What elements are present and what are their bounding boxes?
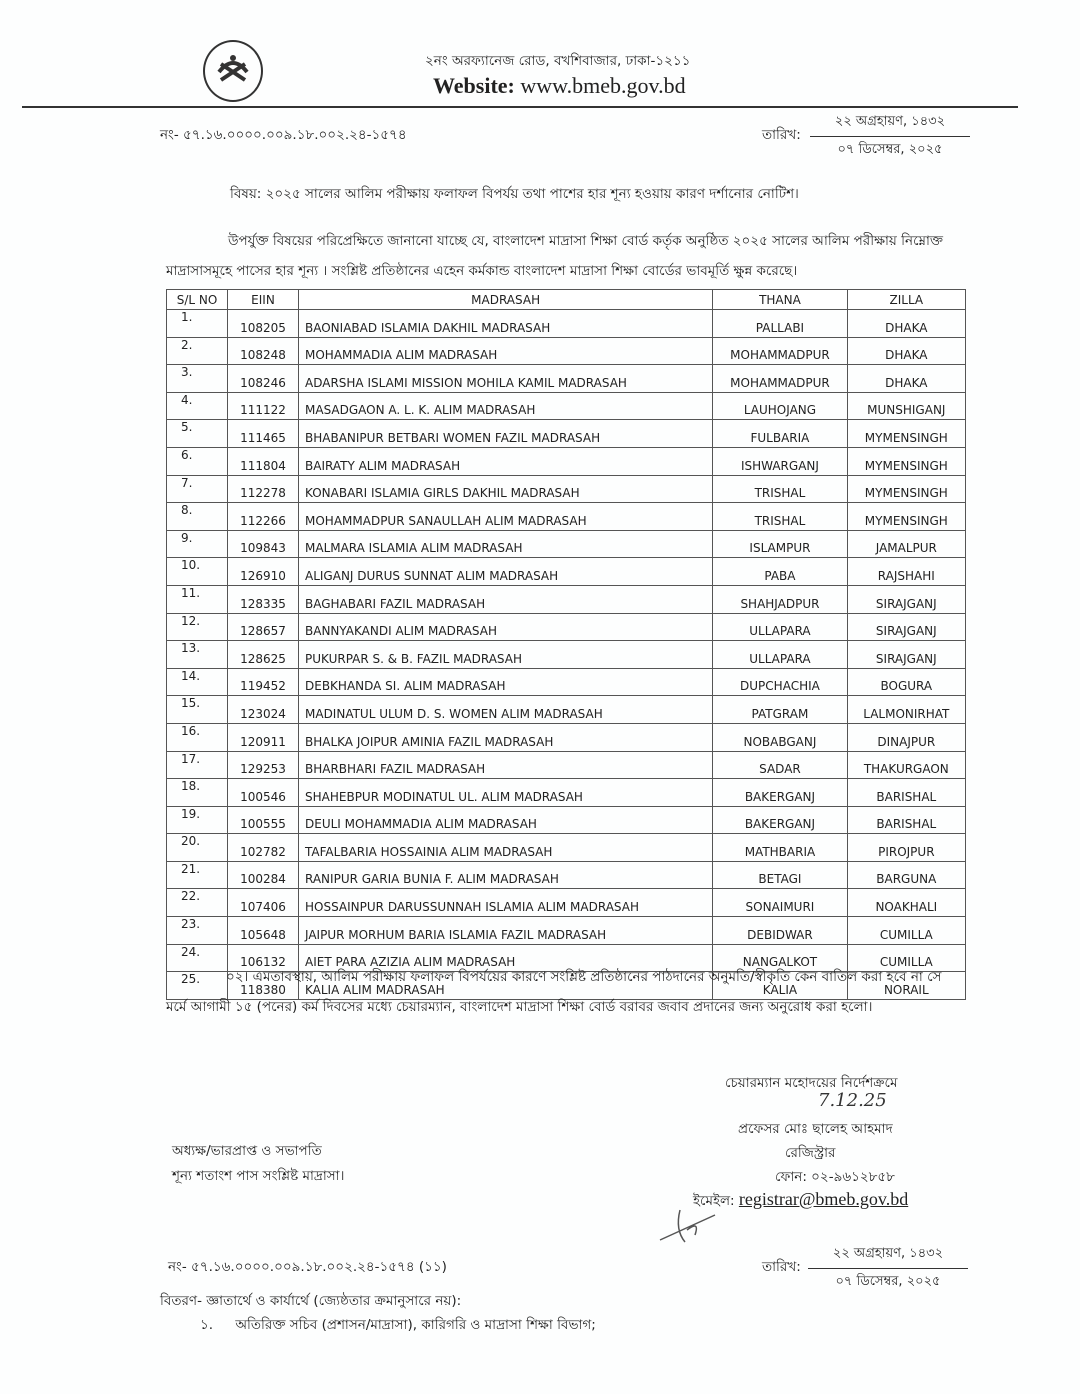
table-row <box>167 889 966 917</box>
distribution-title: বিতরণ- জ্ঞাতার্থে ও কার্যার্থে (জ্যেষ্ঠতার ক্রমানুসারে নয়): <box>160 1293 462 1309</box>
serial-cell: 21. <box>167 861 228 889</box>
serial-cell: 2. <box>167 337 228 365</box>
phone: ফোন: ০২-৯৬১২৮৫৮ <box>775 1169 895 1185</box>
serial-cell: 6. <box>167 447 228 475</box>
memo2-date-block <box>808 1244 968 1293</box>
thana-cell: TRISHAL <box>713 503 847 531</box>
eiin-cell: 108248 <box>228 337 299 365</box>
eiin-cell: 120911 <box>228 723 299 751</box>
table-row <box>167 641 966 669</box>
madrasah-cell: SHAHEBPUR MODINATUL UL. ALIM MADRASAH <box>299 779 713 807</box>
thana-cell: MATHBARIA <box>713 834 847 862</box>
column-header: THANA <box>713 290 847 310</box>
madrasah-cell: MADINATUL ULUM D. S. WOMEN ALIM MADRASAH <box>299 696 713 724</box>
eiin-cell: 111804 <box>228 447 299 475</box>
madrasah-cell: RANIPUR GARIA BUNIA F. ALIM MADRASAH <box>299 861 713 889</box>
initial-scribble-icon <box>655 1200 745 1250</box>
distribution-item <box>200 1314 596 1337</box>
column-header: S/L NO <box>167 290 228 310</box>
madrasah-cell: BAGHABARI FAZIL MADRASAH <box>299 585 713 613</box>
table-row <box>167 723 966 751</box>
thana-cell: PALLABI <box>713 310 847 338</box>
thana-cell: SONAIMURI <box>713 889 847 917</box>
zilla-cell: THAKURGAON <box>847 751 965 779</box>
eiin-cell: 100546 <box>228 779 299 807</box>
serial-cell: 4. <box>167 392 228 420</box>
table-row <box>167 337 966 365</box>
zilla-cell: RAJSHAHI <box>847 558 965 586</box>
table-row <box>167 420 966 448</box>
thana-cell: SADAR <box>713 751 847 779</box>
zilla-cell: NOAKHALI <box>847 889 965 917</box>
distribution-item-text: অতিরিক্ত সচিব (প্রশাসন/মাদ্রাসা), কারিগরি ও মাদ্রাসা শিক্ষা বিভাগ; <box>235 1317 596 1333</box>
eiin-cell: 106132 <box>228 944 299 972</box>
serial-cell: 5. <box>167 420 228 448</box>
table-row <box>167 861 966 889</box>
thana-cell: ULLAPARA <box>713 641 847 669</box>
eiin-cell: 128625 <box>228 641 299 669</box>
serial-cell: 24. <box>167 944 228 972</box>
madrasah-cell: BHARBHARI FAZIL MADRASAH <box>299 751 713 779</box>
eiin-cell: 123024 <box>228 696 299 724</box>
madrasah-cell: BANNYAKANDI ALIM MADRASAH <box>299 613 713 641</box>
serial-cell: 19. <box>167 806 228 834</box>
table-row <box>167 558 966 586</box>
eiin-cell: 102782 <box>228 834 299 862</box>
thana-cell: PABA <box>713 558 847 586</box>
eiin-cell: 118380 <box>228 972 299 1000</box>
eiin-cell: 100284 <box>228 861 299 889</box>
madrasah-cell: JAIPUR MORHUM BARIA ISLAMIA FAZIL MADRASAH <box>299 917 713 945</box>
memo2-date-english: ০৭ ডিসেম্বর, ২০২৫ <box>835 1274 941 1289</box>
board-seal-logo <box>203 40 263 102</box>
zilla-cell: NORAIL <box>847 972 965 1000</box>
thana-cell: DEBIDWAR <box>713 917 847 945</box>
serial-cell: 8. <box>167 503 228 531</box>
serial-cell: 16. <box>167 723 228 751</box>
by-order: চেয়ারম্যান মহোদয়ের নির্দেশক্রমে <box>725 1075 898 1091</box>
table-row <box>167 447 966 475</box>
eiin-cell: 129253 <box>228 751 299 779</box>
distribution-item-number: ১. <box>200 1317 214 1333</box>
date-block <box>810 112 970 161</box>
memo2-number: নং- ৫৭.১৬.০০০০.০০৯.১৮.০০২.২৪-১৫৭৪ (১১) <box>168 1259 447 1275</box>
zilla-cell: BOGURA <box>847 668 965 696</box>
thana-cell: MOHAMMADPUR <box>713 365 847 393</box>
thana-cell: DUPCHACHIA <box>713 668 847 696</box>
subject: বিষয়: ২০২৫ সালের আলিম পরীক্ষায় ফলাফল বিপর্যয় তথা পাশের হার শূন্য হওয়ায় কারণ দর্শানোর নোটিশ। <box>230 186 799 202</box>
eiin-cell: 126910 <box>228 558 299 586</box>
madrasah-cell: DEBKHANDA SI. ALIM MADRASAH <box>299 668 713 696</box>
eiin-cell: 111465 <box>228 420 299 448</box>
zilla-cell: BARISHAL <box>847 779 965 807</box>
zilla-cell: DHAKA <box>847 337 965 365</box>
madrasah-cell: BHABANIPUR BETBARI WOMEN FAZIL MADRASAH <box>299 420 713 448</box>
table-row <box>167 585 966 613</box>
madrasah-table <box>166 289 966 1000</box>
column-header: ZILLA <box>847 290 965 310</box>
table-row <box>167 806 966 834</box>
table-row <box>167 365 966 393</box>
website-line <box>433 73 686 99</box>
madrasah-cell: HOSSAINPUR DARUSSUNNAH ISLAMIA ALIM MADRASAH <box>299 889 713 917</box>
serial-cell: 18. <box>167 779 228 807</box>
table-row <box>167 779 966 807</box>
zilla-cell: SIRAJGANJ <box>847 641 965 669</box>
table-header-row <box>167 290 966 310</box>
madrasah-cell: PUKURPAR S. & B. FAZIL MADRASAH <box>299 641 713 669</box>
thana-cell: ULLAPARA <box>713 613 847 641</box>
zilla-cell: DHAKA <box>847 310 965 338</box>
eiin-cell: 112266 <box>228 503 299 531</box>
madrasah-cell: BAIRATY ALIM MADRASAH <box>299 447 713 475</box>
madrasah-cell: BAONIABAD ISLAMIA DAKHIL MADRASAH <box>299 310 713 338</box>
serial-cell: 1. <box>167 310 228 338</box>
zilla-cell: MYMENSINGH <box>847 420 965 448</box>
zilla-cell: CUMILLA <box>847 944 965 972</box>
thana-cell: KALIA <box>713 972 847 1000</box>
memo2-date-label: তারিখ: <box>762 1259 801 1275</box>
thana-cell: FULBARIA <box>713 420 847 448</box>
table-row <box>167 917 966 945</box>
eiin-cell: 112278 <box>228 475 299 503</box>
madrasah-cell: KONABARI ISLAMIA GIRLS DAKHIL MADRASAH <box>299 475 713 503</box>
serial-cell: 20. <box>167 834 228 862</box>
table-row <box>167 503 966 531</box>
table-row <box>167 530 966 558</box>
madrasah-cell: KALIA ALIM MADRASAH <box>299 972 713 1000</box>
madrasah-cell: DEULI MOHAMMADIA ALIM MADRASAH <box>299 806 713 834</box>
zilla-cell: MYMENSINGH <box>847 503 965 531</box>
madrasah-cell: MOHAMMADIA ALIM MADRASAH <box>299 337 713 365</box>
serial-cell: 11. <box>167 585 228 613</box>
thana-cell: MOHAMMADPUR <box>713 337 847 365</box>
eiin-cell: 128657 <box>228 613 299 641</box>
zilla-cell: BARGUNA <box>847 861 965 889</box>
paragraph-02: ০২। এমতাবস্থায়, আলিম পরীক্ষায় ফলাফল বিপর্যয়ের কারণে সংশ্লিষ্ট প্রতিষ্ঠানের পাঠদানের অনুমতি/স্বীকৃতি কেন বাতিল করা হবে না সে মর্মে আগামী ১৫ (পনের) কর্ম দিবসের মধ্যে চেয়ারম্যান, বাংলাদেশ মাদ্রাসা শিক্ষা বোর্ড বরাবর জবাব প্রদানের জন্য অনুরোধ করা হলো। <box>166 969 942 1015</box>
column-header: MADRASAH <box>299 290 713 310</box>
madrasah-cell: TAFALBARIA HOSSAINIA ALIM MADRASAH <box>299 834 713 862</box>
eiin-cell: 100555 <box>228 806 299 834</box>
table-row <box>167 475 966 503</box>
serial-cell: 12. <box>167 613 228 641</box>
zilla-cell: DHAKA <box>847 365 965 393</box>
serial-cell: 13. <box>167 641 228 669</box>
handwritten-signature: 7.12.25 <box>818 1090 887 1111</box>
recipient-line1: অধ্যক্ষ/ভারপ্রাপ্ত ও সভাপতি <box>172 1143 322 1159</box>
serial-cell: 10. <box>167 558 228 586</box>
serial-cell: 15. <box>167 696 228 724</box>
serial-cell: 9. <box>167 530 228 558</box>
email-link[interactable]: registrar@bmeb.gov.bd <box>738 1189 909 1209</box>
memo2-date-bangla: ২২ অগ্রহায়ণ, ১৪৩২ <box>832 1246 944 1261</box>
recipient-line2: শূন্য শতাংশ পাস সংশ্লিষ্ট মাদ্রাসা। <box>172 1168 345 1184</box>
thana-cell: LAUHOJANG <box>713 392 847 420</box>
serial-cell: 17. <box>167 751 228 779</box>
table-row <box>167 668 966 696</box>
serial-cell: 25. <box>167 972 228 1000</box>
madrasah-cell: MASADGAON A. L. K. ALIM MADRASAH <box>299 392 713 420</box>
zilla-cell: DINAJPUR <box>847 723 965 751</box>
date-bangla: ২২ অগ্রহায়ণ, ১৪৩২ <box>834 114 946 129</box>
serial-cell: 3. <box>167 365 228 393</box>
website-link[interactable]: www.bmeb.gov.bd <box>520 73 686 98</box>
thana-cell: BAKERGANJ <box>713 806 847 834</box>
serial-cell: 7. <box>167 475 228 503</box>
eiin-cell: 109843 <box>228 530 299 558</box>
zilla-cell: MYMENSINGH <box>847 447 965 475</box>
eiin-cell: 108205 <box>228 310 299 338</box>
thana-cell: BETAGI <box>713 861 847 889</box>
eiin-cell: 108246 <box>228 365 299 393</box>
column-header: EIIN <box>228 290 299 310</box>
eiin-cell: 128335 <box>228 585 299 613</box>
table-row <box>167 613 966 641</box>
madrasah-cell: MOHAMMADPUR SANAULLAH ALIM MADRASAH <box>299 503 713 531</box>
zilla-cell: LALMONIRHAT <box>847 696 965 724</box>
memo-number: নং- ৫৭.১৬.০০০০.০০৯.১৮.০০২.২৪-১৫৭৪ <box>160 127 407 143</box>
intro-paragraph: উপর্যুক্ত বিষয়ের পরিপ্রেক্ষিতে জানানো যাচ্ছে যে, বাংলাদেশ মাদ্রাসা শিক্ষা বোর্ড কর্তৃক অনুষ্ঠিত ২০২৫ সালের আলিম পরীক্ষায় নিম্নোক্ত মাদ্রাসাসমূহে পাসের হার শূন্য । সংশ্লিষ্ট প্রতিষ্ঠানের এহেন কর্মকান্ড বাংলাদেশ মাদ্রাসা শিক্ষা বোর্ডের ভাবমূর্তি ক্ষুন্ন করেছে। <box>166 233 943 279</box>
thana-cell: ISHWARGANJ <box>713 447 847 475</box>
madrasah-cell: AIET PARA AZIZIA ALIM MADRASAH <box>299 944 713 972</box>
eiin-cell: 107406 <box>228 889 299 917</box>
thana-cell: PATGRAM <box>713 696 847 724</box>
thana-cell: SHAHJADPUR <box>713 585 847 613</box>
madrasah-cell: MALMARA ISLAMIA ALIM MADRASAH <box>299 530 713 558</box>
zilla-cell: CUMILLA <box>847 917 965 945</box>
serial-cell: 14. <box>167 668 228 696</box>
zilla-cell: BARISHAL <box>847 806 965 834</box>
table-row <box>167 310 966 338</box>
signatory-title: রেজিস্ট্রার <box>785 1145 836 1161</box>
eiin-cell: 105648 <box>228 917 299 945</box>
email-label: ইমেইল: <box>693 1193 735 1209</box>
madrasah-cell: ADARSHA ISLAMI MISSION MOHILA KAMIL MADRASAH <box>299 365 713 393</box>
eiin-cell: 119452 <box>228 668 299 696</box>
zilla-cell: PIROJPUR <box>847 834 965 862</box>
date-label: তারিখ: <box>762 127 801 143</box>
madrasah-cell: BHALKA JOIPUR AMINIA FAZIL MADRASAH <box>299 723 713 751</box>
zilla-cell: MYMENSINGH <box>847 475 965 503</box>
address: ২নং অরফ্যানেজ রোড, বখশিবাজার, ঢাকা-১২১১ <box>425 53 691 69</box>
signatory-name: প্রফেসর মোঃ ছালেহ আহমাদ <box>738 1121 893 1137</box>
serial-cell: 22. <box>167 889 228 917</box>
header-divider <box>22 106 1018 108</box>
madrasah-cell: ALIGANJ DURUS SUNNAT ALIM MADRASAH <box>299 558 713 586</box>
zilla-cell: MUNSHIGANJ <box>847 392 965 420</box>
thana-cell: BAKERGANJ <box>713 779 847 807</box>
zilla-cell: SIRAJGANJ <box>847 613 965 641</box>
thana-cell: NOBABGANJ <box>713 723 847 751</box>
zilla-cell: JAMALPUR <box>847 530 965 558</box>
table-row <box>167 751 966 779</box>
zilla-cell: SIRAJGANJ <box>847 585 965 613</box>
eiin-cell: 111122 <box>228 392 299 420</box>
table-row <box>167 392 966 420</box>
website-label: Website: <box>433 73 515 98</box>
date-english: ০৭ ডিসেম্বর, ২০২৫ <box>837 142 943 157</box>
table-row <box>167 834 966 862</box>
thana-cell: NANGALKOT <box>713 944 847 972</box>
thana-cell: ISLAMPUR <box>713 530 847 558</box>
thana-cell: TRISHAL <box>713 475 847 503</box>
serial-cell: 23. <box>167 917 228 945</box>
table-row <box>167 696 966 724</box>
